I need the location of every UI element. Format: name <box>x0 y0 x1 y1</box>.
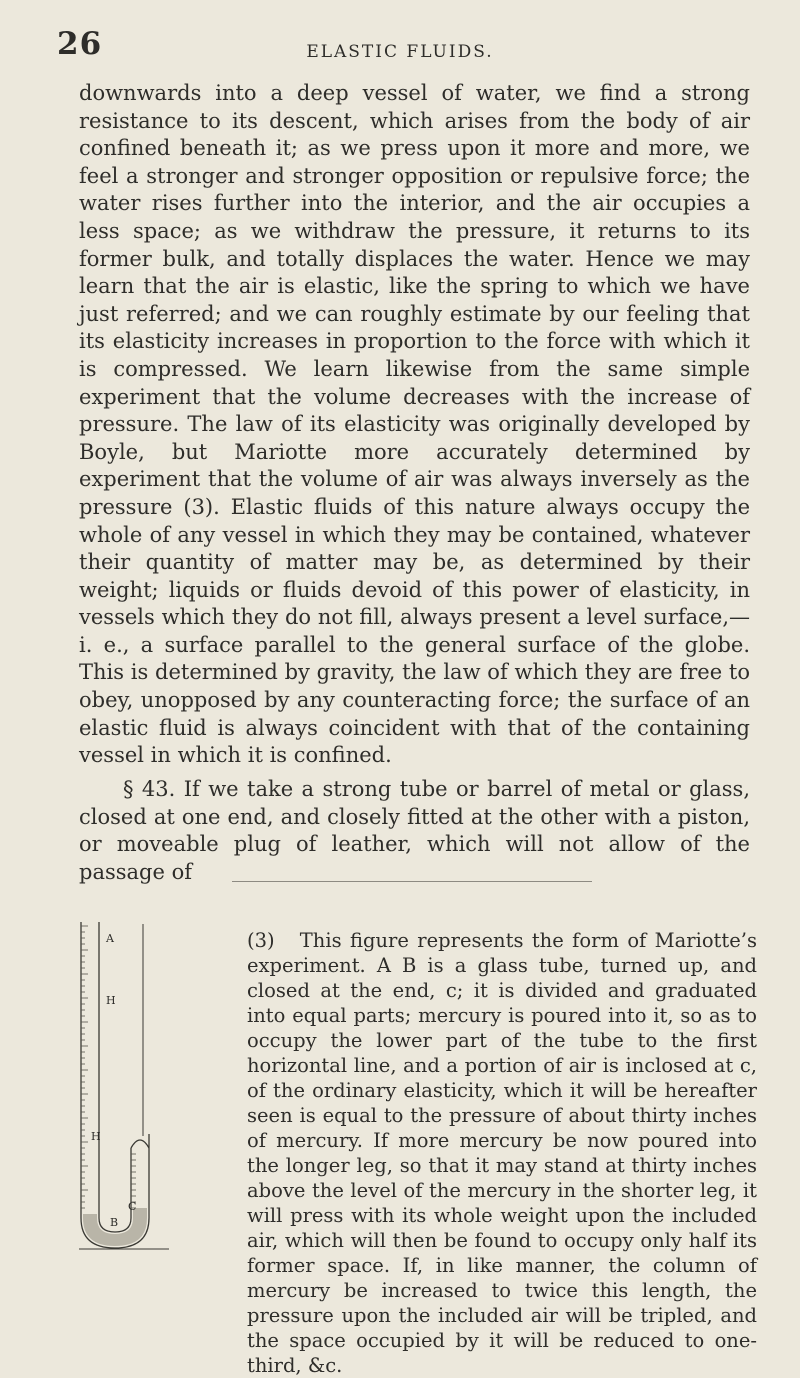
label-h-lower: H <box>91 1130 101 1143</box>
page-number: 26 <box>57 26 103 62</box>
footnote-rule <box>232 881 592 882</box>
footnote-lead: This figure represents the form of Mariotte’s experiment. <box>247 929 757 977</box>
body-paragraph-1: downwards into a deep vessel of water, we find a strong resistance to its descent, which arises from the body of air confined beneath it; as we press upon it more and more, we feel a stronger and stronger opposition or repulsive force; the water rises further into the interior, and the air occupies a less space; as we withdraw the pressure, it returns to its former bulk, and totally displaces the water. Hence we may learn that the air is elastic, like the spring to which we have just referred; and we can roughly estimate by our feeling that its elasticity increases in proportion to the force with which it is compressed. We learn likewise from the same simple experiment that the volume decreases with the increase of pressure. The law of its elasticity was originally developed by Boyle, but Mariotte more accurately determined by experiment that the volume of air was always inversely as the pressure (3). Elastic fluids of this nature always occupy the whole of any vessel in which they may be contained, whatever their quantity of matter may be, as determined by their weight; liquids or fluids devoid of this power of elasticity, in vessels which they do not fill, always present a level surface,—i. e., a surface parallel to the general surface of the globe. This is determined by gravity, the law of which they are free to obey, unopposed by any counteracting force; the surface of an elastic fluid is always coincident with that of the containing vessel in which it is confined. <box>79 81 750 768</box>
label-a: A <box>106 932 114 945</box>
footnote <box>247 928 757 1378</box>
footnote-marker: (3) <box>247 929 275 952</box>
label-c: C <box>128 1200 137 1213</box>
body-paragraph-2: § 43. If we take a strong tube or barrel of metal or glass, closed at one end, and closely fitted at the other with a piston, or moveable plug of leather, which will not allow of the passage of <box>79 777 750 884</box>
label-h-upper: H <box>106 994 116 1007</box>
footnote-text: A B is a glass tube, turned up, and closed at the end, c; it is divided and graduated into equal parts; mercury is poured into it, so as to occupy the lower part of the tube to the first horizontal line, and a portion of air is inclosed at c, of the ordinary elasticity, which it will be hereafter seen is equal to the pressure of about thirty inches of mercury. If more mercury be now poured into the longer leg, so that it may stand at thirty inches above the level of the mercury in the shorter leg, it will press with its whole weight upon the included air, which will then be found to occupy only half its former space. If, in like manner, the column of mercury be increased to twice this length, the pressure upon the included air will be tripled, and the space occupied by it will be reduced to one-third, &c. <box>247 954 757 1377</box>
mariotte-tube-figure <box>79 918 193 1250</box>
closed-end-c <box>131 1140 149 1148</box>
label-b: B <box>110 1216 119 1229</box>
running-title: ELASTIC FLUIDS. <box>306 42 494 62</box>
